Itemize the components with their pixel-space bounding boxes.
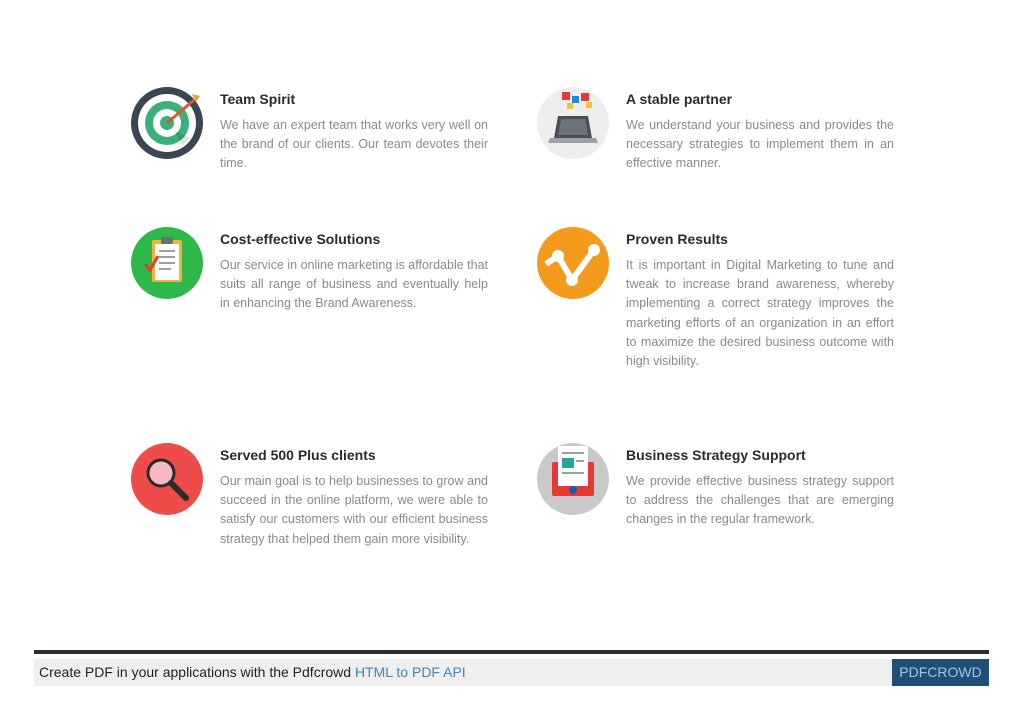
- laptop-icon: [536, 86, 610, 160]
- feature-description: Our main goal is to help businesses to grow and succeed in the online platform, we were able to satisfy our customers with our efficient business strategy that helped them gain more visibility.: [220, 474, 488, 546]
- feature-description: We provide effective business strategy support to address the challenges that are emerging changes in the regular framework.: [626, 474, 894, 527]
- pdfcrowd-brand-button[interactable]: PDFCROWD: [892, 659, 989, 686]
- footer-text: Create PDF in your applications with the Pdfcrowd: [39, 664, 352, 680]
- target-icon: [130, 86, 204, 160]
- pdf-footer: [34, 659, 989, 686]
- feature-title: Served 500 Plus clients: [220, 447, 376, 463]
- magnifier-icon: [130, 442, 204, 516]
- feature-description: It is important in Digital Marketing to tune and tweak to increase brand awareness, whereby implementing a correct strategy improves the marketing efforts of an organization in an effort to maximize the desired business outcome with high visibility.: [626, 258, 894, 369]
- clipboard-icon: [130, 226, 204, 300]
- feature-title: Business Strategy Support: [626, 447, 806, 463]
- footer-message: [39, 664, 466, 680]
- feature-title: Cost-effective Solutions: [220, 231, 381, 247]
- footer-divider: [34, 650, 989, 654]
- feature-description: Our service in online marketing is affordable that suits all range of business and eventually help in enhancing the Brand Awareness.: [220, 258, 488, 311]
- strategy-board-icon: [536, 442, 610, 516]
- feature-description: We have an expert team that works very well on the brand of our clients. Our team devotes their time.: [220, 118, 488, 171]
- growth-chart-icon: [536, 226, 610, 300]
- feature-title: Proven Results: [626, 231, 728, 247]
- html-to-pdf-link[interactable]: HTML to PDF API: [354, 664, 466, 680]
- feature-description: We understand your business and provides the necessary strategies to implement them in an effective manner.: [626, 118, 894, 171]
- feature-title: Team Spirit: [220, 91, 296, 107]
- feature-title: A stable partner: [626, 91, 733, 107]
